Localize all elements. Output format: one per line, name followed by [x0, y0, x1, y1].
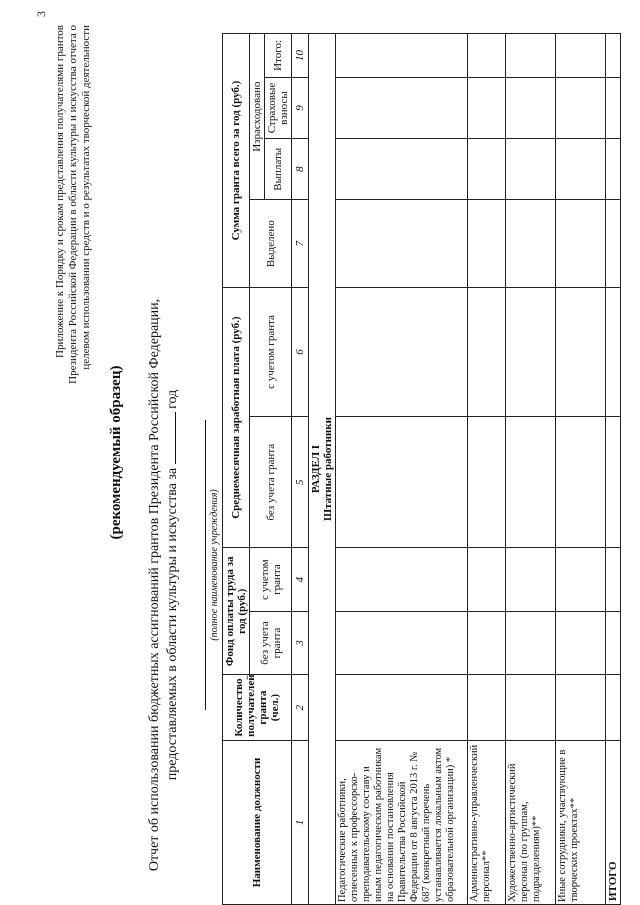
cell[interactable] — [336, 675, 468, 741]
cell[interactable] — [468, 548, 506, 611]
table-row — [336, 34, 468, 905]
table-row — [556, 34, 606, 905]
cell[interactable] — [506, 287, 556, 416]
cell[interactable] — [606, 548, 621, 611]
cell[interactable] — [468, 139, 506, 200]
cell[interactable] — [468, 200, 506, 288]
header-total: Итого: — [265, 34, 292, 78]
cell[interactable] — [336, 287, 468, 416]
cell[interactable] — [606, 417, 621, 548]
cell[interactable] — [336, 548, 468, 611]
row-label: Иные сотрудники, участвующие в творческих проектах** — [556, 740, 606, 904]
column-number: 3 — [292, 611, 309, 674]
organization-name-caption: (полное наименование учреждения) — [209, 489, 220, 641]
cell[interactable] — [506, 77, 556, 138]
cell[interactable] — [606, 611, 621, 674]
appendix-line: целевом использовании средств и о результатах творческой деятельности — [80, 25, 92, 370]
cell[interactable] — [506, 611, 556, 674]
row-label: Художественно-артистический персонал (по группам, подразделениям)** — [506, 740, 556, 904]
page-number: 3 — [34, 11, 48, 17]
cell[interactable] — [556, 34, 606, 78]
cell[interactable] — [506, 675, 556, 741]
header-row-1 — [223, 34, 250, 905]
header-payroll-with: с учетом гранта — [250, 548, 292, 611]
appendix-line: Президента Российской Федерации в области культуры и искусства отчета о — [67, 25, 79, 384]
cell[interactable] — [468, 287, 506, 416]
header-position: Наименование должности — [223, 740, 292, 904]
header-avg-salary: Среднемесячная заработная плата (руб.) — [223, 287, 250, 547]
header-spent: Израсходовано — [250, 34, 265, 200]
total-row — [606, 34, 621, 905]
title-line-2-text: предоставляемых в области культуры и искусства за — [165, 467, 180, 781]
column-numbers-row — [292, 34, 309, 905]
section-subtitle: Штатные работники — [322, 417, 334, 521]
title-line-1: Отчет об использовании бюджетных ассигнований грантов Президента Российской Федерации, — [147, 298, 162, 872]
cell[interactable] — [506, 34, 556, 78]
cell[interactable] — [468, 611, 506, 674]
column-number: 6 — [292, 287, 309, 416]
cell[interactable] — [468, 417, 506, 548]
header-payroll: Фонд оплаты труда за год (руб.) — [223, 548, 250, 675]
section-row — [309, 34, 336, 905]
row-label: Административно-управленческий персонал** — [468, 740, 506, 904]
column-number: 10 — [292, 34, 309, 78]
column-number: 1 — [292, 740, 309, 904]
title-year-word: год — [165, 389, 180, 409]
cell[interactable] — [336, 417, 468, 548]
header-payroll-without: без учета гранта — [250, 611, 292, 674]
cell[interactable] — [468, 34, 506, 78]
title-line-2 — [163, 285, 181, 885]
cell[interactable] — [468, 77, 506, 138]
cell[interactable] — [606, 675, 621, 741]
cell[interactable] — [556, 139, 606, 200]
cell[interactable] — [556, 675, 606, 741]
header-insurance: Страховые взносы — [265, 77, 292, 138]
cell[interactable] — [336, 139, 468, 200]
cell[interactable] — [336, 611, 468, 674]
year-blank — [163, 412, 176, 464]
total-label: ИТОГО — [606, 740, 621, 904]
header-allocated: Выделено — [250, 200, 292, 288]
header-payments: Выплаты — [265, 139, 292, 200]
appendix-line: Приложение к Порядку и срокам представления получателями грантов — [54, 25, 66, 358]
cell[interactable] — [506, 548, 556, 611]
header-count: Количество получателей гранта (чел.) — [223, 675, 292, 741]
organization-name-line — [205, 420, 206, 710]
cell[interactable] — [606, 139, 621, 200]
cell[interactable] — [606, 34, 621, 78]
row-label: Педагогические работники, отнесенных к профессорско-преподавательскому составу и иным педагогическим работникам на основании постановления Правительства Российской Федерации от 8 августа 2013 г. № 687 (конкретный перечень устанавливается локальным актом образовательной организации) * — [336, 740, 468, 904]
cell[interactable] — [556, 417, 606, 548]
cell[interactable] — [336, 34, 468, 78]
column-number: 8 — [292, 139, 309, 200]
cell[interactable] — [556, 287, 606, 416]
cell[interactable] — [556, 611, 606, 674]
cell[interactable] — [606, 287, 621, 416]
column-number: 5 — [292, 417, 309, 548]
recommended-sample-label: (рекомендуемый образец) — [108, 365, 124, 540]
column-number: 9 — [292, 77, 309, 138]
column-number: 7 — [292, 200, 309, 288]
cell[interactable] — [336, 200, 468, 288]
appendix-note — [54, 25, 93, 525]
cell[interactable] — [506, 417, 556, 548]
table-row — [468, 34, 506, 905]
header-salary-without: без учета гранта — [250, 417, 292, 548]
cell[interactable] — [606, 200, 621, 288]
cell[interactable] — [468, 675, 506, 741]
report-title — [146, 285, 181, 885]
section-title: РАЗДЕЛ I — [310, 444, 322, 494]
cell[interactable] — [556, 77, 606, 138]
cell[interactable] — [606, 77, 621, 138]
report-table — [222, 33, 621, 905]
cell[interactable] — [506, 139, 556, 200]
cell[interactable] — [506, 200, 556, 288]
column-number: 4 — [292, 548, 309, 611]
cell[interactable] — [336, 77, 468, 138]
section-heading — [309, 34, 336, 905]
header-grant-total: Сумма гранта всего за год (руб.) — [223, 34, 250, 288]
header-salary-with: с учетом гранта — [250, 287, 292, 416]
table-row — [506, 34, 556, 905]
cell[interactable] — [556, 200, 606, 288]
column-number: 2 — [292, 675, 309, 741]
cell[interactable] — [556, 548, 606, 611]
